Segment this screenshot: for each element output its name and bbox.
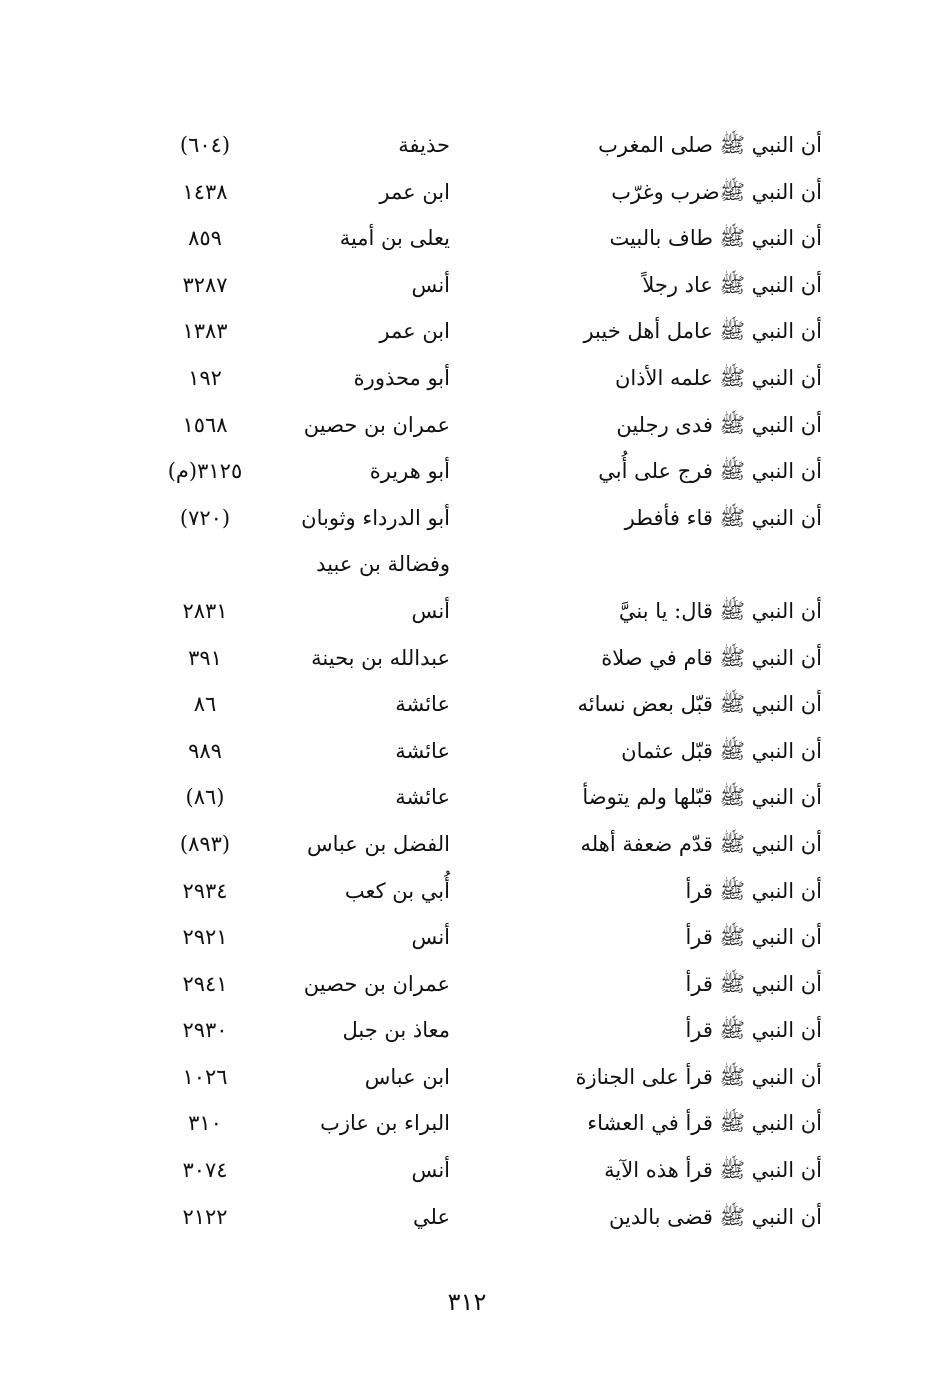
hadith-text: أن النبي ﷺ قرأ bbox=[685, 925, 822, 950]
hadith-number: (٦٠٤) bbox=[179, 133, 231, 157]
index-row bbox=[150, 355, 830, 402]
narrator-name: حذيفة bbox=[398, 133, 450, 157]
index-row bbox=[150, 1100, 830, 1147]
hadith-number: ٢٩٢١ bbox=[182, 925, 228, 950]
hadith-text: أن النبي ﷺ عاد رجلاً bbox=[642, 272, 822, 297]
narrator-name: عائشة bbox=[395, 785, 450, 810]
hadith-number: ٣١٠ bbox=[188, 1111, 222, 1136]
hadith-text: أن النبي ﷺ علمه الأذان bbox=[614, 365, 822, 390]
hadith-text: أن النبي ﷺ فدى رجلين bbox=[616, 412, 822, 437]
narrator-name: البراء بن عازب bbox=[320, 1111, 450, 1136]
narrator-name: معاذ بن جبل bbox=[342, 1018, 450, 1043]
hadith-text bbox=[562, 541, 822, 588]
narrator-name: عمران بن حصين bbox=[303, 412, 450, 437]
index-row bbox=[150, 821, 830, 868]
index-row bbox=[150, 774, 830, 821]
index-row bbox=[150, 402, 830, 449]
narrator-name: ابن عمر bbox=[379, 179, 450, 204]
hadith-number: ٨٥٩ bbox=[188, 226, 222, 251]
narrator-name: أنس bbox=[411, 272, 450, 297]
hadith-number: ٢٨٣١ bbox=[182, 598, 228, 623]
hadith-number: (٧٢٠) bbox=[179, 505, 231, 530]
hadith-number: ٢٩٣٤ bbox=[182, 878, 228, 903]
hadith-number: ٨٦ bbox=[193, 692, 217, 717]
hadith-number: ١٣٨٣ bbox=[182, 319, 228, 344]
index-row bbox=[150, 169, 830, 216]
hadith-text: أن النبي ﷺ قال: يا بنيَّ bbox=[618, 598, 822, 623]
narrator-name: وفضالة بن عبيد bbox=[316, 552, 450, 577]
hadith-number: ٣٢٨٧ bbox=[182, 272, 228, 297]
hadith-number: ٣٠٧٤ bbox=[182, 1158, 228, 1183]
hadith-text: أن النبي ﷺ قبّلها ولم يتوضأ bbox=[582, 785, 822, 810]
narrator-name: عائشة bbox=[395, 738, 450, 763]
hadith-number: ٣٩١ bbox=[188, 645, 222, 670]
hadith-number: ٣١٢٥(م) bbox=[167, 459, 243, 484]
index-row bbox=[150, 728, 830, 775]
index-row bbox=[150, 215, 830, 262]
narrator-name: عبدالله بن بحينة bbox=[311, 645, 450, 670]
index-row bbox=[150, 448, 830, 495]
hadith-text: أن النبي ﷺ قضى بالدين bbox=[609, 1204, 822, 1229]
hadith-number: ١٥٦٨ bbox=[182, 412, 228, 437]
index-row bbox=[150, 122, 830, 169]
index-row bbox=[150, 914, 830, 961]
hadith-text: أن النبي ﷺ قرأ في العشاء bbox=[587, 1111, 822, 1136]
hadith-number: ١٤٣٨ bbox=[182, 179, 228, 204]
hadith-number: ٢١٢٢ bbox=[182, 1204, 228, 1229]
hadith-number bbox=[150, 541, 260, 588]
narrator-name: ابن عمر bbox=[379, 319, 450, 344]
hadith-text: أن النبي ﷺ قرأ bbox=[685, 1018, 822, 1043]
hadith-text: أن النبي ﷺ قرأ هذه الآية bbox=[604, 1158, 822, 1183]
narrator-name: أبو هريرة bbox=[369, 459, 450, 484]
index-row bbox=[150, 308, 830, 355]
hadith-text: أن النبي ﷺ صلى المغرب bbox=[598, 133, 822, 157]
index-row bbox=[150, 635, 830, 682]
hadith-text: أن النبي ﷺ قدّم ضعفة أهله bbox=[580, 831, 822, 856]
index-row bbox=[150, 961, 830, 1008]
hadith-text: أن النبي ﷺ قرأ على الجنازة bbox=[575, 1064, 822, 1089]
narrator-name: أنس bbox=[411, 1158, 450, 1183]
narrator-name: أنس bbox=[411, 598, 450, 623]
index-row bbox=[150, 1147, 830, 1194]
narrator-name: علي bbox=[413, 1204, 450, 1229]
narrator-name: عمران بن حصين bbox=[303, 971, 450, 996]
hadith-text: أن النبي ﷺ فرج على أُبي bbox=[598, 459, 822, 484]
narrator-name: الفضل بن عباس bbox=[306, 831, 450, 856]
index-row bbox=[150, 681, 830, 728]
index-row bbox=[150, 868, 830, 915]
narrator-name: أبو الدرداء وثوبان bbox=[301, 505, 450, 530]
index-row bbox=[150, 541, 830, 588]
index-row bbox=[150, 495, 830, 542]
hadith-text: أن النبي ﷺ قرأ bbox=[685, 878, 822, 903]
page-number: ٣١٢ bbox=[447, 1288, 487, 1316]
hadith-text: أن النبي ﷺ قاء فأفطر bbox=[624, 505, 822, 530]
hadith-text: أن النبي ﷺضرب وغرّب bbox=[611, 179, 822, 204]
hadith-text: أن النبي ﷺ قام في صلاة bbox=[601, 645, 822, 670]
narrator-name: أُبي بن كعب bbox=[344, 878, 450, 903]
narrator-name: ابن عباس bbox=[364, 1064, 450, 1089]
index-row bbox=[150, 1194, 830, 1241]
hadith-number: (٨٩٣) bbox=[179, 831, 231, 856]
hadith-text: أن النبي ﷺ طاف بالبيت bbox=[609, 226, 822, 251]
index-row bbox=[150, 1007, 830, 1054]
index-row bbox=[150, 588, 830, 635]
narrator-name: أنس bbox=[411, 925, 450, 950]
narrator-name: أبو محذورة bbox=[353, 365, 450, 390]
hadith-number: ١٩٢ bbox=[188, 365, 222, 390]
hadith-text: أن النبي ﷺ قبّل عثمان bbox=[621, 738, 822, 763]
narrator-name: يعلى بن أمية bbox=[339, 226, 450, 251]
hadith-number: ٢٩٣٠ bbox=[182, 1018, 228, 1043]
hadith-number: ١٠٢٦ bbox=[182, 1064, 228, 1089]
hadith-number: ٩٨٩ bbox=[188, 738, 222, 763]
index-row bbox=[150, 262, 830, 309]
hadith-number: (٨٦) bbox=[185, 785, 225, 810]
hadith-index-table bbox=[150, 122, 830, 1240]
narrator-name: عائشة bbox=[395, 692, 450, 717]
hadith-text: أن النبي ﷺ عامل أهل خيبر bbox=[583, 319, 822, 344]
hadith-text: أن النبي ﷺ قرأ bbox=[685, 971, 822, 996]
index-row bbox=[150, 1054, 830, 1101]
hadith-number: ٢٩٤١ bbox=[182, 971, 228, 996]
hadith-text: أن النبي ﷺ قبّل بعض نسائه bbox=[577, 692, 822, 717]
